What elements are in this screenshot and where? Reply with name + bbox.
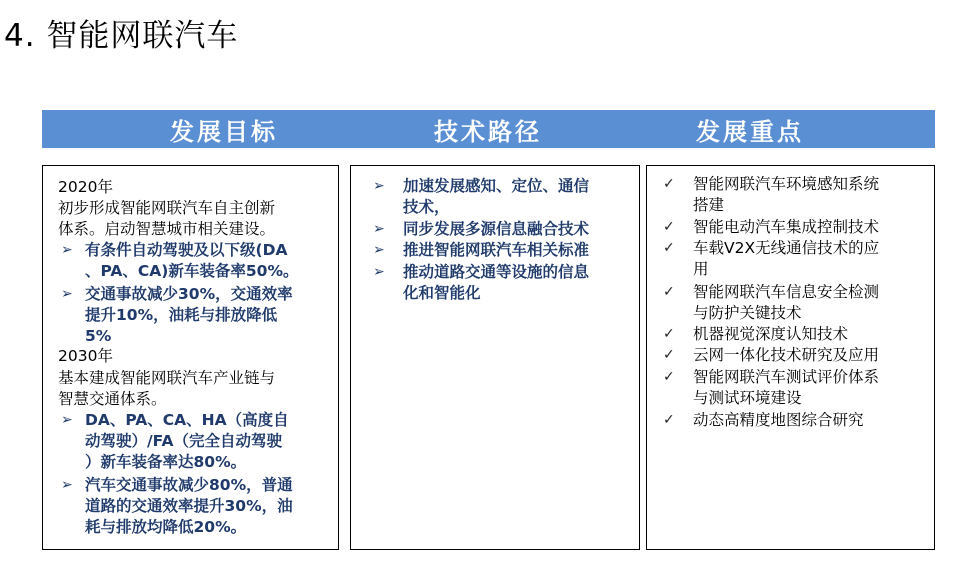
page-title: 4. 智能网联汽车 <box>4 18 239 54</box>
path-item-1-line-1: 加速发展感知、定位、通信 <box>403 177 590 195</box>
path-item-2: 同步发展多源信息融合技术 <box>403 220 590 238</box>
arrow-bullet-icon: ➢ <box>61 286 73 302</box>
focus-item-3-line-1: 车载V2X无线通信技术的应 <box>693 239 880 257</box>
path-panel <box>350 165 640 550</box>
check-icon: ✓ <box>663 347 675 363</box>
goals-panel <box>42 165 339 550</box>
arrow-bullet-icon: ➢ <box>61 242 73 258</box>
goal-2020-bullet-2-line-1: 交通事故减少30%，交通效率 <box>85 285 293 303</box>
check-icon: ✓ <box>663 219 675 235</box>
path-item-4-line-2: 化和智能化 <box>403 284 481 302</box>
focus-item-3-line-2: 用 <box>693 260 709 278</box>
goal-2030-bullet-2-line-2: 道路的交通效率提升30%，油 <box>85 497 293 515</box>
goal-2030-bullet-1-line-1: DA、PA、CA、HA（高度自 <box>85 411 289 429</box>
focus-panel <box>646 165 935 550</box>
goal-2030-bullet-1-line-3: ）新车装备率达80%。 <box>85 453 247 471</box>
focus-item-7-line-1: 智能网联汽车测试评价体系 <box>693 368 880 386</box>
check-icon: ✓ <box>663 369 675 385</box>
focus-item-8: 动态高精度地图综合研究 <box>693 411 864 429</box>
focus-item-4-line-1: 智能网联汽车信息安全检测 <box>693 283 880 301</box>
focus-item-4-line-2: 与防护关键技术 <box>693 304 802 322</box>
arrow-bullet-icon: ➢ <box>61 477 73 493</box>
check-icon: ✓ <box>663 326 675 342</box>
year-2020: 2020年 <box>58 178 113 196</box>
year-2030: 2030年 <box>58 347 113 365</box>
focus-item-2: 智能电动汽车集成控制技术 <box>693 218 880 236</box>
goal-2030-desc-line-1: 基本建成智能网联汽车产业链与 <box>58 369 276 387</box>
goal-2030-desc-line-2: 智慧交通体系。 <box>58 390 167 408</box>
goal-2020-bullet-2-line-3: 5% <box>85 327 112 345</box>
check-icon: ✓ <box>663 240 675 256</box>
focus-item-6: 云网一体化技术研究及应用 <box>693 346 880 364</box>
goal-2020-desc-line-1: 初步形成智能网联汽车自主创新 <box>58 199 276 217</box>
arrow-bullet-icon: ➢ <box>61 412 73 428</box>
header-focus: 发展重点 <box>696 117 804 146</box>
path-item-3: 推进智能网联汽车相关标准 <box>403 241 590 259</box>
goal-2030-bullet-1-line-2: 动驾驶）/FA（完全自动驾驶 <box>85 432 282 450</box>
header-path: 技术路径 <box>434 117 542 146</box>
arrow-bullet-icon: ➢ <box>373 264 385 280</box>
path-item-4-line-1: 推动道路交通等设施的信息 <box>403 263 590 281</box>
goal-2020-bullet-1-line-1: 有条件自动驾驶及以下级(DA <box>85 241 288 259</box>
header-goals: 发展目标 <box>170 117 278 146</box>
focus-item-7-line-2: 与测试环境建设 <box>693 389 802 407</box>
goal-2030-bullet-2-line-3: 耗与排放均降低20%。 <box>85 518 247 536</box>
focus-item-5: 机器视觉深度认知技术 <box>693 325 849 343</box>
arrow-bullet-icon: ➢ <box>373 242 385 258</box>
focus-item-1-line-1: 智能网联汽车环境感知系统 <box>693 175 880 193</box>
goal-2020-bullet-1-line-2: 、PA、CA)新车装备率50%。 <box>85 262 299 280</box>
check-icon: ✓ <box>663 412 675 428</box>
arrow-bullet-icon: ➢ <box>373 178 385 194</box>
goal-2020-desc-line-2: 体系。启动智慧城市相关建设。 <box>58 220 276 238</box>
check-icon: ✓ <box>663 176 675 192</box>
goal-2020-bullet-2-line-2: 提升10%，油耗与排放降低 <box>85 306 278 324</box>
arrow-bullet-icon: ➢ <box>373 221 385 237</box>
goal-2030-bullet-2-line-1: 汽车交通事故减少80%，普通 <box>85 476 293 494</box>
path-item-1-line-2: 技术， <box>403 198 450 216</box>
focus-item-1-line-2: 搭建 <box>693 196 725 214</box>
header-bar <box>42 110 935 148</box>
check-icon: ✓ <box>663 284 675 300</box>
